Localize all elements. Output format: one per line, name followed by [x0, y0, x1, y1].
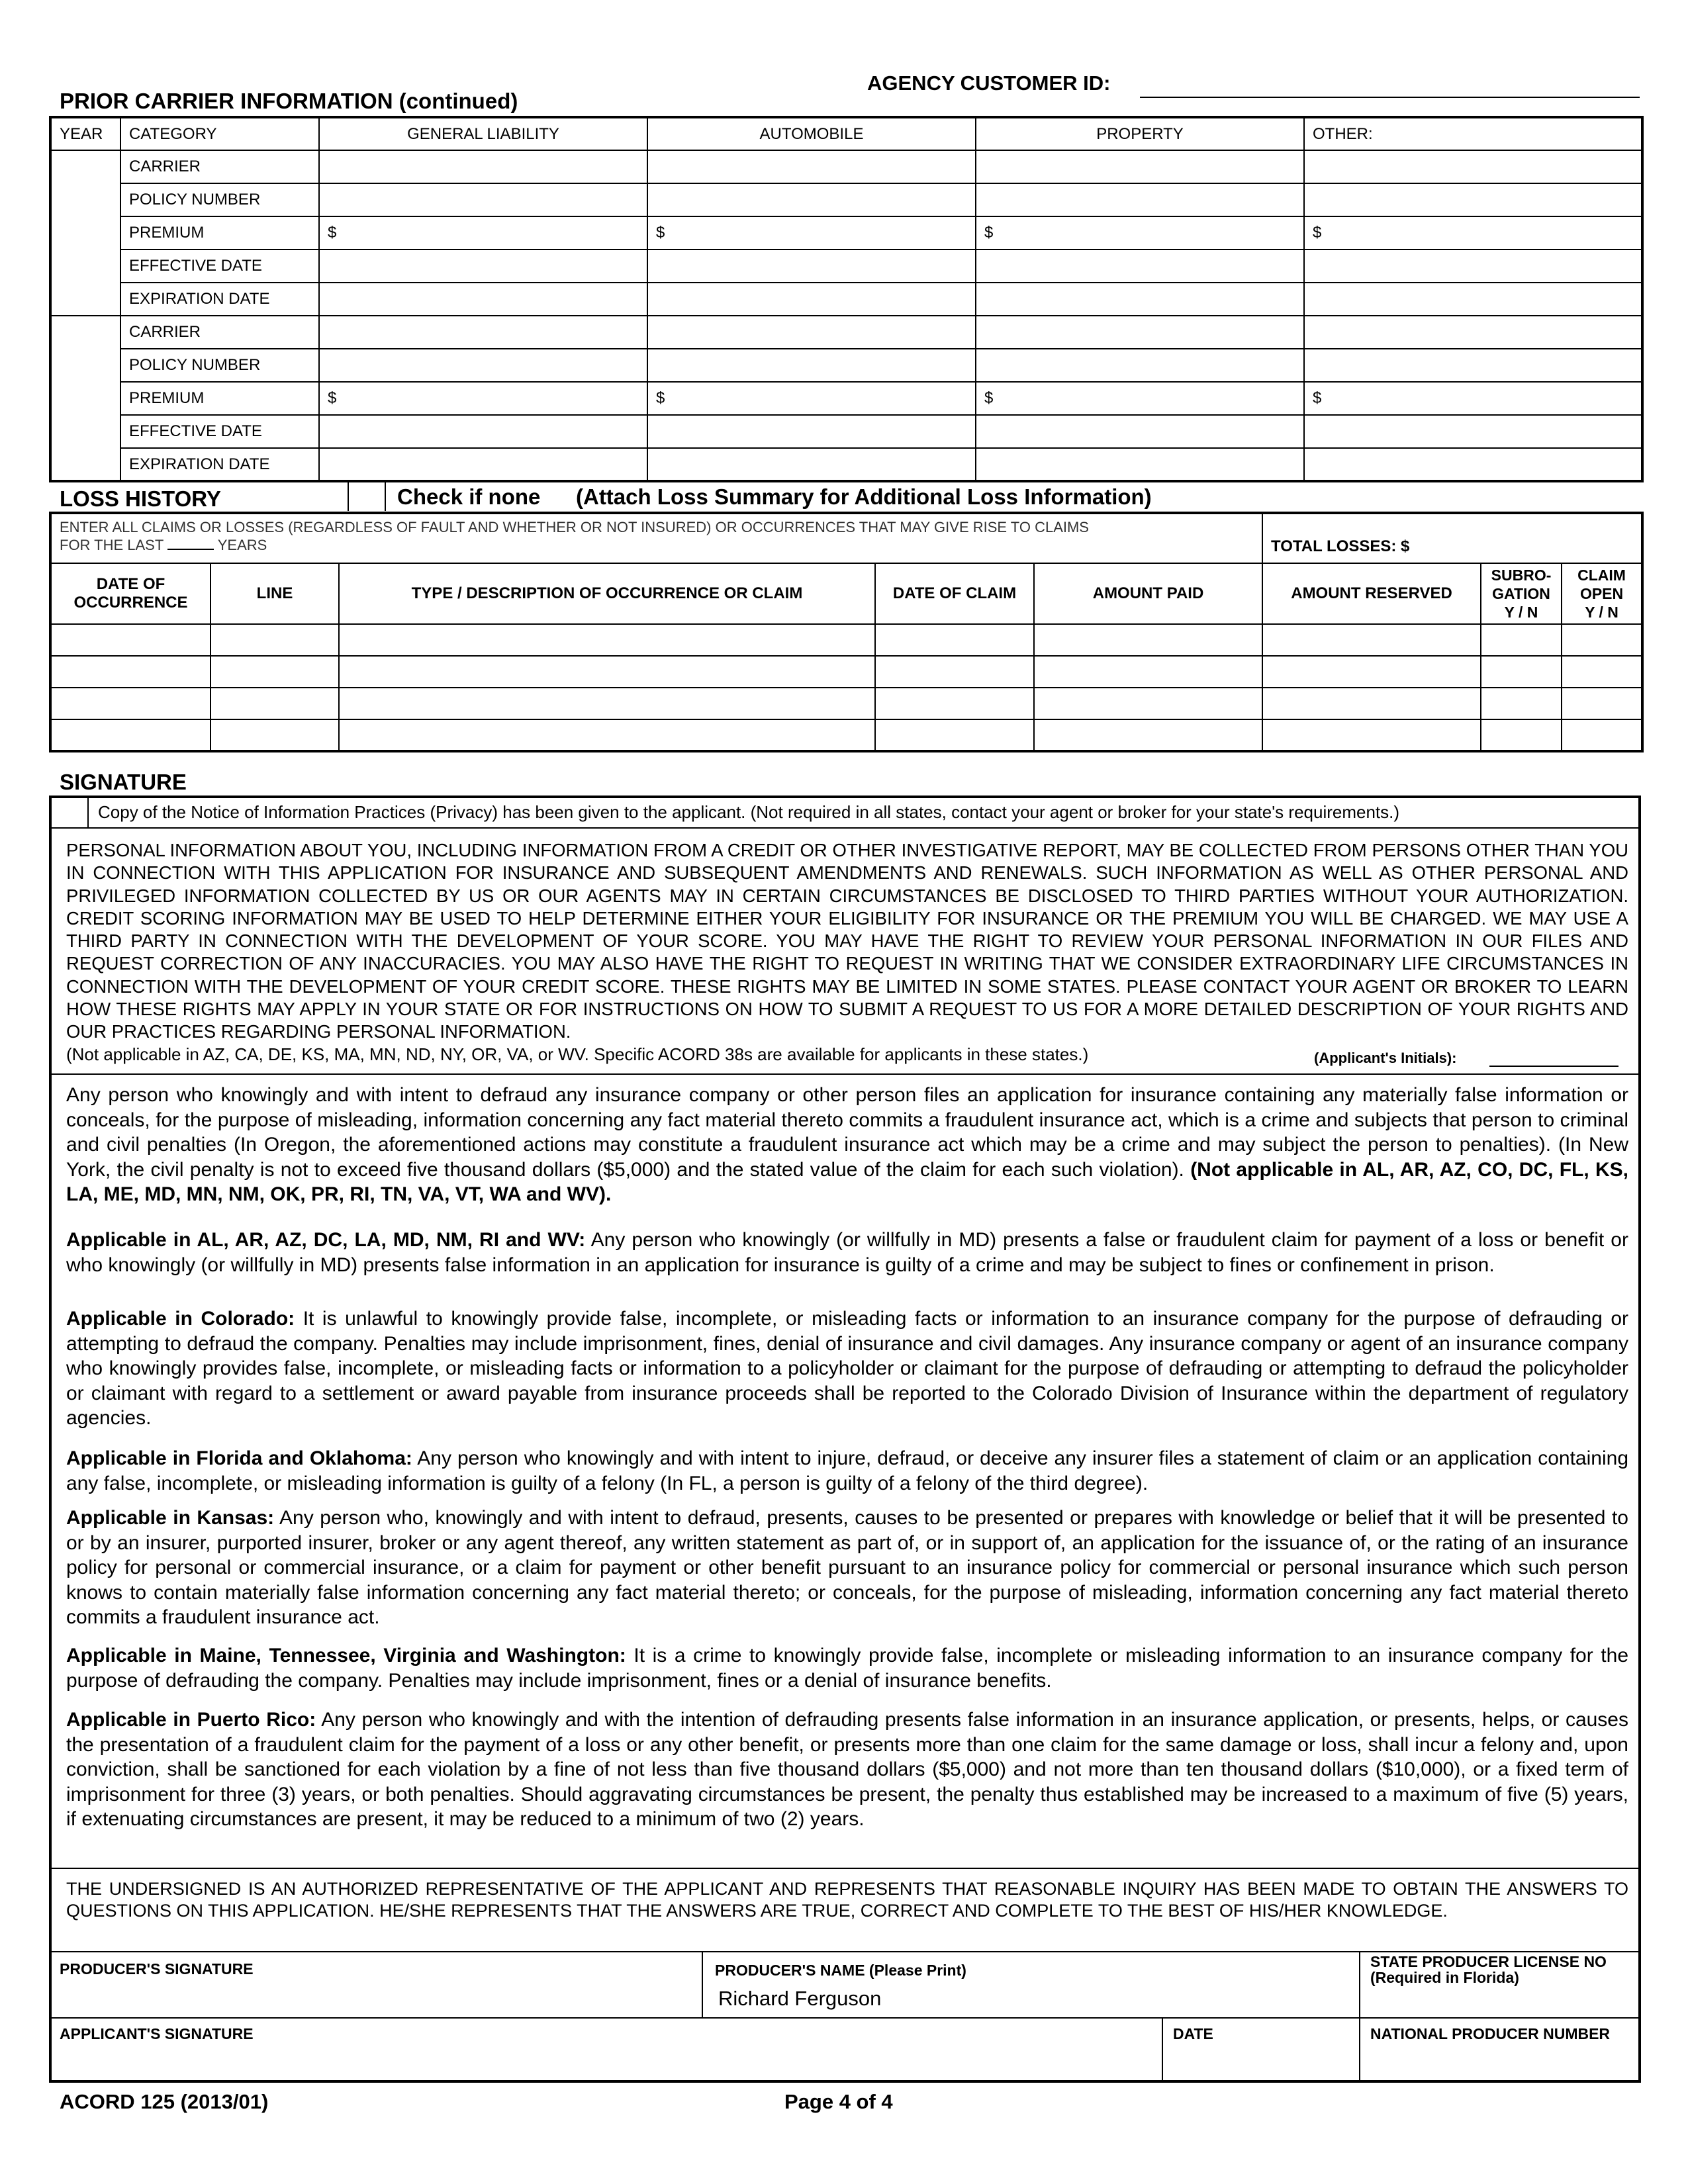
state-warning-body: It is a crime to knowingly provide false, incomplete or misleading information to an insurance company for the purpose of defrauding the company. Penalties may include imprisonment, fines or a denial of insurance benefits.	[66, 1645, 1628, 1692]
col-property: PROPERTY	[976, 117, 1304, 150]
auto-premium-1[interactable]: $	[647, 216, 976, 250]
divider	[52, 827, 1638, 829]
row-label-expiration-date: EXPIRATION DATE	[120, 283, 319, 316]
col-subrogation-line2: GATION	[1492, 585, 1550, 602]
prop-exp-2[interactable]	[976, 448, 1304, 481]
col-claim-open	[1562, 563, 1642, 624]
state-warning-body: Any person who knowingly and with intent to injure, defraud, or deceive any insurer files a statement of claim or an application containing any false, incomplete, or misleading information is guilty of a felony (In FL, a person is guilty of a felony of the third degree).	[66, 1447, 1629, 1494]
state-warning-head: Applicable in Kansas:	[66, 1507, 275, 1529]
state-warning-florida-oklahoma	[66, 1446, 1628, 1496]
gl-carrier-2[interactable]	[319, 316, 647, 349]
state-warning-head: Applicable in Florida and Oklahoma:	[66, 1447, 412, 1469]
prop-policy-1[interactable]	[976, 183, 1304, 216]
row-label-carrier: CARRIER	[120, 150, 319, 183]
gl-exp-1[interactable]	[319, 283, 647, 316]
auto-exp-2[interactable]	[647, 448, 976, 481]
gl-premium-2[interactable]: $	[319, 382, 647, 415]
col-date-of-occurrence	[50, 563, 211, 624]
prop-eff-1[interactable]	[976, 250, 1304, 283]
row-label-premium: PREMIUM	[120, 216, 319, 250]
gl-carrier-1[interactable]	[319, 150, 647, 183]
state-warning-head: Applicable in Colorado:	[66, 1308, 295, 1330]
producer-name-value[interactable]: Richard Ferguson	[718, 1987, 882, 2010]
applicant-initials-label: (Applicant's Initials):	[1314, 1050, 1457, 1066]
col-general-liability: GENERAL LIABILITY	[319, 117, 647, 150]
fraud-warning-text: Any person who knowingly and with intent to defraud any insurance company or other person files an application for insurance containing any materially false information or conceals, for the purpose of misleading, information concerning any fact material thereto commits a fraudulent insurance act, which is a crime and subjects that person to criminal and civil penalties (In Oregon, the aforementioned actions may constitute a fraudulent insurance act which may be a crime and may subject the person to penalties). (In New York, the civil penalty is not to exceed five thousand dollars ($5,000) and the stated value of the claim for each such violation).	[66, 1084, 1628, 1181]
gl-premium-1[interactable]: $	[319, 216, 647, 250]
state-producer-license-line1: STATE PRODUCER LICENSE NO	[1370, 1953, 1607, 1970]
auto-premium-2[interactable]: $	[647, 382, 976, 415]
auto-policy-2[interactable]	[647, 349, 976, 382]
other-policy-2[interactable]	[1304, 349, 1642, 382]
total-losses[interactable]: TOTAL LOSSES: $	[1262, 513, 1642, 563]
state-warning-head: Applicable in Maine, Tennessee, Virginia and Washington:	[66, 1645, 626, 1666]
applicant-signature-field[interactable]: APPLICANT'S SIGNATURE	[60, 2025, 254, 2042]
other-carrier-2[interactable]	[1304, 316, 1642, 349]
col-amount-paid: AMOUNT PAID	[1034, 563, 1262, 624]
gl-eff-2[interactable]	[319, 415, 647, 448]
col-automobile: AUTOMOBILE	[647, 117, 976, 150]
state-warning-colorado	[66, 1306, 1628, 1431]
state-warning-body: Any person who, knowingly and with intent to defraud, presents, causes to be presented or prepares with knowledge or belief that it will be presented to or by an insurer, purported insurer, broker or any agent thereof, any written statement as part of, or in support of, an application for the issuance of, or the rating of an insurance policy for personal or commercial insurance, or a claim for payment or other benefit pursuant to an insurance policy for commercial or personal insurance which such person knows to contain materially false information concerning any fact material thereto; or conceals, for the purpose of misleading, information concerning any fact material thereto commits a fraudulent insurance act.	[66, 1507, 1628, 1628]
prop-carrier-1[interactable]	[976, 150, 1304, 183]
other-carrier-1[interactable]	[1304, 150, 1642, 183]
loss-row	[50, 719, 1642, 751]
page-number: Page 4 of 4	[784, 2090, 893, 2113]
producer-name-label: PRODUCER'S NAME (Please Print)	[715, 1962, 966, 1979]
prior-carrier-title: PRIOR CARRIER INFORMATION (continued)	[60, 89, 518, 113]
privacy-checkbox[interactable]	[52, 798, 89, 827]
divider	[702, 1951, 703, 2017]
divider	[52, 2017, 1638, 2019]
col-type-description: TYPE / DESCRIPTION OF OCCURRENCE OR CLAIM	[339, 563, 875, 624]
year-field-1[interactable]	[50, 150, 120, 316]
col-claim-open-line3: Y / N	[1585, 604, 1618, 621]
col-category: CATEGORY	[120, 117, 319, 150]
attach-loss-summary-note: (Attach Loss Summary for Additional Loss Information)	[576, 484, 1152, 509]
row-label-policy-number: POLICY NUMBER	[120, 183, 319, 216]
col-amount-reserved: AMOUNT RESERVED	[1262, 563, 1481, 624]
gl-exp-2[interactable]	[319, 448, 647, 481]
year-field-2[interactable]	[50, 316, 120, 481]
privacy-notice-text: Copy of the Notice of Information Practices (Privacy) has been given to the applicant. (Not required in all states, contact your agent or broker for your state's requirements.)	[98, 802, 1400, 822]
state-warning-al-ar	[66, 1228, 1628, 1277]
undersigned-statement: THE UNDERSIGNED IS AN AUTHORIZED REPRESENTATIVE OF THE APPLICANT AND REPRESENTS THAT REASONABLE INQUIRY HAS BEEN MADE TO OBTAIN THE ANSWERS TO QUESTIONS ON THIS APPLICATION. HE/SHE REPRESENTS THAT THE ANSWERS ARE TRUE, CORRECT AND COMPLETE TO THE BEST OF HIS/HER KNOWLEDGE.	[66, 1879, 1628, 1921]
col-line: LINE	[211, 563, 339, 624]
col-year: YEAR	[50, 117, 120, 150]
col-date-of-occurrence-line1: DATE OF	[96, 575, 165, 593]
producer-signature-field[interactable]: PRODUCER'S SIGNATURE	[60, 1960, 254, 1978]
agency-customer-id-label: AGENCY CUSTOMER ID:	[867, 71, 1111, 95]
not-applicable-note: (Not applicable in AZ, CA, DE, KS, MA, MN, ND, NY, OR, VA, or WV. Specific ACORD 38s are available for applicants in these states.)	[66, 1044, 1089, 1064]
state-producer-license-line2: (Required in Florida)	[1370, 1969, 1519, 1986]
state-warning-body: It is unlawful to knowingly provide false, incomplete, or misleading facts or information to an insurance company for the purpose of defrauding or attempting to defraud the company. Penalties may include imprisonment, fines, denial of insurance and civil damages. Any insurance company or agent of an insurance company who knowingly provides false, incomplete, or misleading facts or information to a policyholder or claimant for the purpose of defrauding or attempting to defraud the policyholder or claimant with regard to a settlement or award payable from insurance proceeds shall be reported to the Colorado Division of Insurance within the department of regulatory agencies.	[66, 1308, 1628, 1429]
auto-exp-1[interactable]	[647, 283, 976, 316]
national-producer-number-field[interactable]: NATIONAL PRODUCER NUMBER	[1370, 2025, 1611, 2042]
state-warning-head: Applicable in Puerto Rico:	[66, 1709, 316, 1731]
prop-premium-1[interactable]: $	[976, 216, 1304, 250]
other-policy-1[interactable]	[1304, 183, 1642, 216]
form-id: ACORD 125 (2013/01)	[60, 2090, 269, 2113]
signature-title: SIGNATURE	[60, 770, 187, 794]
state-warning-body: Any person who knowingly and with the intention of defrauding presents false information in an insurance application, or presents, helps, or causes the presentation of a fraudulent claim for the payment of a loss or any other benefit, or presents more than one claim for the same damage or loss, shall incur a felony and, upon conviction, shall be sanctioned for each violation by a fine of not less than five thousand dollars ($5,000) and not more than ten thousand dollars ($10,000), or a fixed term of imprisonment for three (3) years, or both penalties. Should aggravating circumstances be present, the penalty thus established may be increased to a maximum of five (5) years, if extenuating circumstances are present, it may be reduced to a minimum of two (2) years.	[66, 1709, 1628, 1830]
other-premium-2[interactable]: $	[1304, 382, 1642, 415]
divider	[1359, 1951, 1360, 2080]
col-other[interactable]: OTHER:	[1304, 117, 1642, 150]
state-warning-head: Applicable in AL, AR, AZ, DC, LA, MD, NM, RI and WV:	[66, 1229, 586, 1251]
col-subrogation-line3: Y / N	[1504, 604, 1538, 621]
prop-premium-2[interactable]: $	[976, 382, 1304, 415]
divider	[1162, 2017, 1163, 2080]
gl-eff-1[interactable]	[319, 250, 647, 283]
personal-info-text: PERSONAL INFORMATION ABOUT YOU, INCLUDING INFORMATION FROM A CREDIT OR OTHER INVESTIGATIVE REPORT, MAY BE COLLECTED FROM PERSONS OTHER THAN YOU IN CONNECTION WITH THIS APPLICATION FOR INSURANCE AND SUBSEQUENT AMENDMENTS AND RENEWALS. SUCH INFORMATION AS WELL AS OTHER PERSONAL AND PRIVILEGED INFORMATION COLLECTED BY US OR OUR AGENTS MAY IN CERTAIN CIRCUMSTANCES BE DISCLOSED TO THIRD PARTIES WITHOUT YOUR AUTHORIZATION. CREDIT SCORING INFORMATION MAY BE USED TO HELP DETERMINE EITHER YOUR ELIGIBILITY FOR INSURANCE OR THE PREMIUM YOU WILL BE CHARGED. WE MAY USE A THIRD PARTY IN CONNECTION WITH THE DEVELOPMENT OF YOUR SCORE. YOU MAY HAVE THE RIGHT TO REVIEW YOUR PERSONAL INFORMATION IN OUR FILES AND REQUEST CORRECTION OF ANY INACCURACIES. YOU MAY ALSO HAVE THE RIGHT TO REQUEST IN WRITING THAT WE CONSIDER EXTRAORDINARY LIFE CIRCUMSTANCES IN CONNECTION WITH THE DEVELOPMENT OF YOUR CREDIT SCORE. THESE RIGHTS MAY BE LIMITED IN SOME STATES. PLEASE CONTACT YOUR AGENT OR BROKER TO LEARN HOW THESE RIGHTS MAY APPLY IN YOUR STATE OR FOR INSTRUCTIONS ON HOW TO SUBMIT A REQUEST TO US FOR A MORE DETAILED DESCRIPTION OF YOUR RIGHTS AND OUR PRACTICES REGARDING PERSONAL INFORMATION.	[66, 840, 1628, 1042]
agency-customer-id-line[interactable]	[1140, 97, 1640, 98]
row-label-policy-number: POLICY NUMBER	[120, 349, 319, 382]
divider	[52, 1073, 1638, 1075]
col-subrogation-line1: SUBRO-	[1491, 567, 1552, 584]
check-if-none-label: Check if none	[397, 484, 541, 509]
gl-policy-1[interactable]	[319, 183, 647, 216]
state-warning-maine-tn-va-wa	[66, 1643, 1628, 1693]
row-label-effective-date: EFFECTIVE DATE	[120, 415, 319, 448]
auto-eff-1[interactable]	[647, 250, 976, 283]
other-premium-1[interactable]: $	[1304, 216, 1642, 250]
auto-eff-2[interactable]	[647, 415, 976, 448]
other-exp-2[interactable]	[1304, 448, 1642, 481]
col-claim-open-line1: CLAIM	[1577, 567, 1626, 584]
auto-carrier-1[interactable]	[647, 150, 976, 183]
col-date-of-occurrence-line2: OCCURRENCE	[73, 594, 188, 612]
loss-instructions	[50, 513, 1262, 563]
gl-policy-2[interactable]	[319, 349, 647, 382]
date-field[interactable]: DATE	[1173, 2025, 1213, 2042]
col-date-of-claim: DATE OF CLAIM	[875, 563, 1034, 624]
loss-row	[50, 624, 1642, 656]
other-exp-1[interactable]	[1304, 283, 1642, 316]
other-eff-1[interactable]	[1304, 250, 1642, 283]
loss-row	[50, 656, 1642, 688]
state-warning-kansas	[66, 1506, 1628, 1630]
state-warning-body: Any person who knowingly (or willfully in MD) presents a false or fraudulent claim for payment of a loss or benefit or who knowingly (or willfully in MD) presents false information in an application for insurance is guilty of a crime and may be subject to fines or confinement in prison.	[66, 1229, 1628, 1276]
other-eff-2[interactable]	[1304, 415, 1642, 448]
col-subrogation	[1481, 563, 1562, 624]
applicant-initials-field[interactable]	[1489, 1066, 1618, 1067]
fraud-warning-general	[66, 1083, 1628, 1207]
row-label-carrier: CARRIER	[120, 316, 319, 349]
prior-carrier-table	[49, 116, 1644, 482]
col-claim-open-line2: OPEN	[1579, 585, 1624, 602]
years-blank[interactable]	[167, 549, 214, 550]
auto-policy-1[interactable]	[647, 183, 976, 216]
row-label-expiration-date: EXPIRATION DATE	[120, 448, 319, 481]
loss-instructions-years: YEARS	[217, 537, 267, 553]
prop-eff-2[interactable]	[976, 415, 1304, 448]
divider	[52, 1868, 1638, 1869]
loss-row	[50, 688, 1642, 719]
state-warning-puerto-rico	[66, 1707, 1628, 1832]
auto-carrier-2[interactable]	[647, 316, 976, 349]
loss-instructions-line1: ENTER ALL CLAIMS OR LOSSES (REGARDLESS OF FAULT AND WHETHER OR NOT INSURED) OR OCCURRENCES THAT MAY GIVE RISE TO CLAIMS	[60, 519, 1089, 535]
prop-exp-1[interactable]	[976, 283, 1304, 316]
prop-carrier-2[interactable]	[976, 316, 1304, 349]
row-label-premium: PREMIUM	[120, 382, 319, 415]
check-if-none-box[interactable]	[348, 482, 386, 511]
divider	[52, 1951, 1638, 1952]
loss-history-table	[49, 512, 1644, 752]
row-label-effective-date: EFFECTIVE DATE	[120, 250, 319, 283]
loss-history-title: LOSS HISTORY	[60, 486, 221, 511]
state-producer-license-label[interactable]	[1370, 1954, 1607, 1985]
fraud-warning-not-applicable: (Not applicable in AL, AR, AZ, CO, DC, FL, KS, LA, ME, MD, MN, NM, OK, PR, RI, TN, VA, VT, WA and WV).	[66, 1158, 1628, 1205]
loss-instructions-for-the-last: FOR THE LAST	[60, 537, 164, 553]
prop-policy-2[interactable]	[976, 349, 1304, 382]
